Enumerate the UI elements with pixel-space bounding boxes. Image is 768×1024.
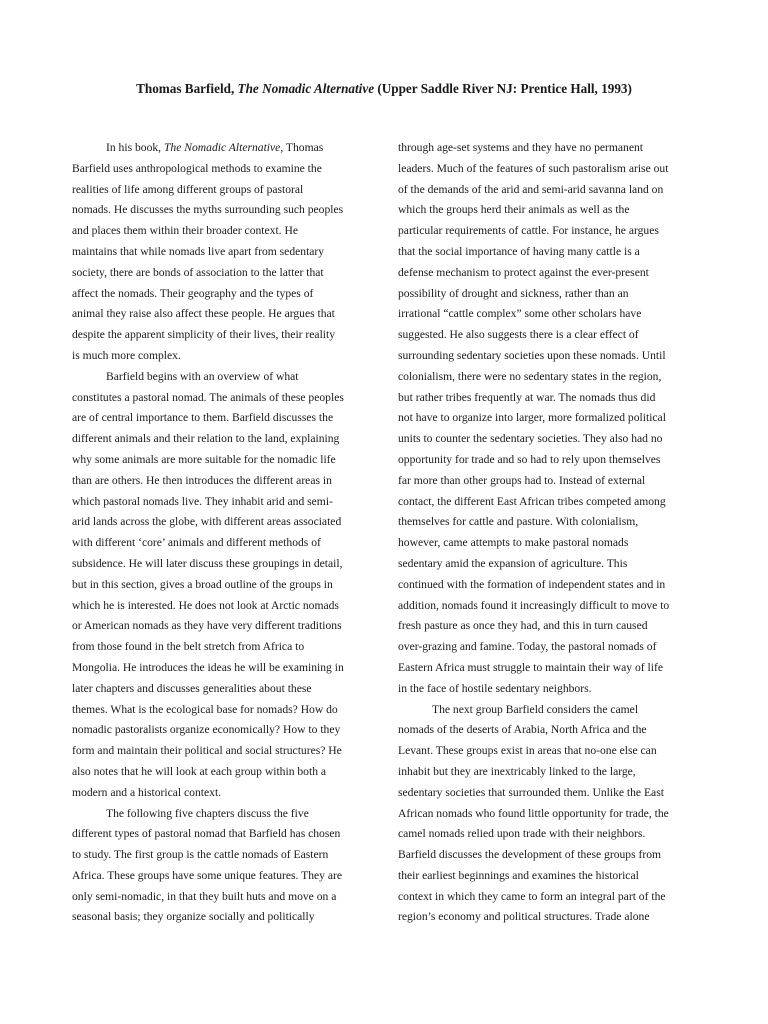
right-column: [398, 138, 672, 928]
paragraph: Barfield begins with an overview of what constitutes a pastoral nomad. The animals of these peoples are of central importance to them. Barfield discusses the different animals and their relation to the land, explaining why some animals are more suitable for the nomadic life than are others. He then introduces the different areas in which pastoral nomads live. They inhabit arid and semi-arid lands across the globe, with different areas associated with different ‘core’ animals and different methods of subsidence. He will later discuss these groupings in detail, but in this section, gives a broad outline of the groups in which he is interested. He does not look at Arctic nomads or American nomads as they have very different traditions from those found in the belt stretch from Africa to Mongolia. He introduces the ideas he will be examining in later chapters and discusses generalities about these themes. What is the ecological base for nomads? How do nomadic pastoralists organize economically? How to they form and maintain their political and social structures? He also notes that he will look at each group within both a modern and a historical context.: [72, 369, 344, 799]
paragraph-text: In his book,: [106, 141, 164, 154]
paragraph: The following five chapters discuss the five different types of pastoral nomad that Barfield has chosen to study. The first group is the cattle nomads of Eastern Africa. These groups have some unique features. They are only semi-nomadic, in that they built huts and move on a seasonal basis; they organize socially and politically: [72, 806, 342, 924]
title-author: Thomas Barfield,: [136, 81, 238, 96]
paragraph-text: , Thomas Barfield uses anthropological methods to examine the realities of life among different groups of pastoral nomads. He discusses the myths surrounding such peoples and places them within their broader context. He maintains that while nomads live apart from sedentary society, there are bonds of association to the latter that affect the nomads. Their geography and the types of animal they raise also affect these people. He argues that despite the apparent simplicity of their lives, their reality is much more complex.: [72, 141, 344, 362]
title-publication: (Upper Saddle River NJ: Prentice Hall, 1993): [374, 81, 632, 96]
book-title-inline: The Nomadic Alternative: [163, 141, 281, 154]
paragraph: [72, 138, 344, 367]
title-book: The Nomadic Alternative: [237, 81, 375, 96]
left-column: [72, 138, 344, 928]
document-title: [40, 80, 728, 98]
paragraph-continued: through age-set systems and they have no permanent leaders. Much of the features of such pastoralism arise out of the demands of the arid and semi-arid savanna land on which the groups herd their animals as well as the particular requirements of cattle. For instance, he argues that the social importance of having many cattle is a defense mechanism to protect against the ever-present possibility of drought and sickness, rather than an irrational “cattle complex” some other scholars have suggested. He also suggests there is a clear effect of surrounding sedentary societies upon these nomads. Until colonialism, there were no sedentary states in the region, but rather tribes frequently at war. The nomads thus did not have to organize into larger, more formalized political units to counter the sedentary societies. They also had no opportunity for trade and so had to rely upon themselves far more than other groups had to. Instead of external contact, the different East African tribes competed among themselves for cattle and pasture. With colonialism, however, came attempts to make pastoral nomads sedentary amid the expansion of agriculture. This continued with the formation of independent states and in addition, nomads found it increasingly difficult to move to fresh pasture as once they had, and this in turn caused over-grazing and famine. Today, the pastoral nomads of Eastern Africa must struggle to maintain their way of life in the face of hostile sedentary neighbors.: [398, 141, 670, 695]
paragraph: The next group Barfield considers the camel nomads of the deserts of Arabia, North Africa and the Levant. These groups exist in areas that no-one else can inhabit but they are inextricably linked to the large, sedentary societies that surrounded them. Unlike the East African nomads who found little opportunity for trade, the camel nomads relied upon trade with their neighbors. Barfield discusses the development of these groups from their earliest beginnings and examines the historical context in which they came to form an integral part of the region’s economy and political structures. Trade alone: [398, 702, 669, 924]
